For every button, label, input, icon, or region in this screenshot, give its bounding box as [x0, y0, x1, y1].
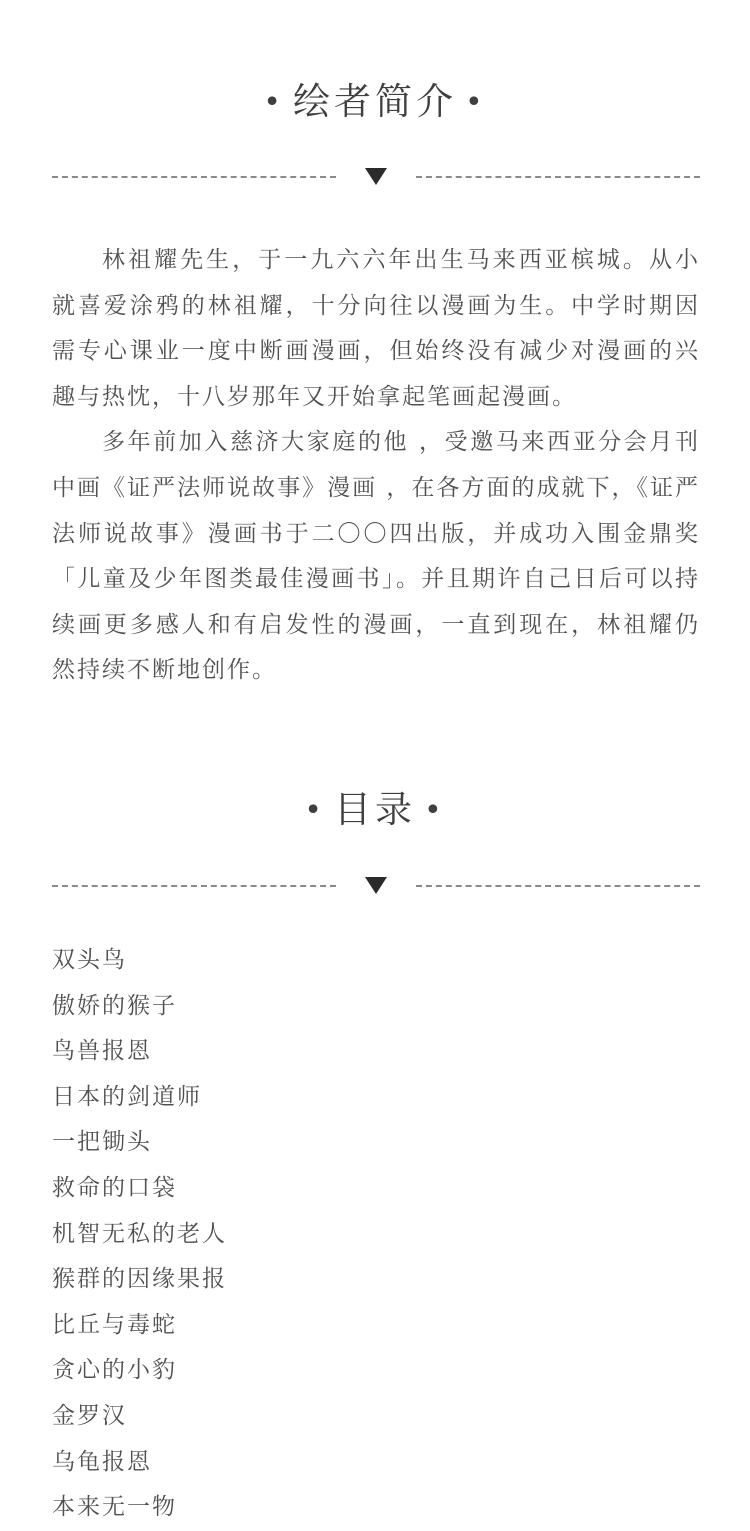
toc-title-text: 目录	[334, 788, 416, 831]
bio-paragraph: 多年前加入慈济大家庭的他 ，受邀马来西亚分会月刊中画《证严法师说故事》漫画 ，在各方面的成就下，《证严法师说故事》漫画书于二〇〇四出版，并成功入围金鼎奖「儿童及少年图类最佳漫画书」。并且期许自己日后可以持续画更多感人和有启发性的漫画，一直到现在，林祖耀仍然持续不断地创作。	[52, 429, 700, 684]
toc-item: 贪心的小豹	[52, 1357, 177, 1384]
table-of-contents	[52, 938, 700, 1531]
divider-line-left	[52, 885, 336, 887]
title-dot-right: •	[424, 793, 446, 828]
toc-item: 比丘与毒蛇	[52, 1311, 177, 1338]
divider-line-right	[416, 176, 700, 178]
bio-paragraph: 林祖耀先生，于一九六六年出生马来西亚槟城。从小就喜爱涂鸦的林祖耀，十分向往以漫画为生。中学时期因需专心课业一度中断画漫画，但始终没有减少对漫画的兴趣与热忱，十八岁那年又开始拿起笔画起漫画。	[52, 247, 700, 410]
toc-item: 金罗汉	[52, 1402, 127, 1429]
divider-line-left	[52, 176, 336, 178]
toc-item: 一把锄头	[52, 1129, 152, 1156]
toc-divider	[52, 874, 700, 898]
title-dot-left: •	[263, 85, 285, 120]
title-dot-left: •	[304, 793, 326, 828]
toc-item: 机智无私的老人	[52, 1220, 227, 1247]
intro-divider	[52, 165, 700, 189]
toc-item: 猴群的因缘果报	[52, 1266, 227, 1293]
intro-section-title	[0, 80, 750, 125]
title-dot-right: •	[465, 85, 487, 120]
toc-item: 救命的口袋	[52, 1174, 177, 1201]
toc-item: 本来无一物	[52, 1494, 177, 1521]
toc-item: 傲娇的猴子	[52, 992, 177, 1019]
triangle-down-icon	[365, 168, 387, 185]
toc-item: 鸟兽报恩	[52, 1038, 152, 1065]
toc-section-title	[0, 788, 750, 833]
toc-item: 双头鸟	[52, 947, 127, 973]
toc-item: 日本的剑道师	[52, 1083, 202, 1110]
author-bio	[52, 238, 700, 694]
toc-item: 乌龟报恩	[52, 1448, 152, 1475]
triangle-down-icon	[365, 877, 387, 894]
divider-line-right	[416, 885, 700, 887]
intro-title-text: 绘者简介	[293, 80, 457, 123]
